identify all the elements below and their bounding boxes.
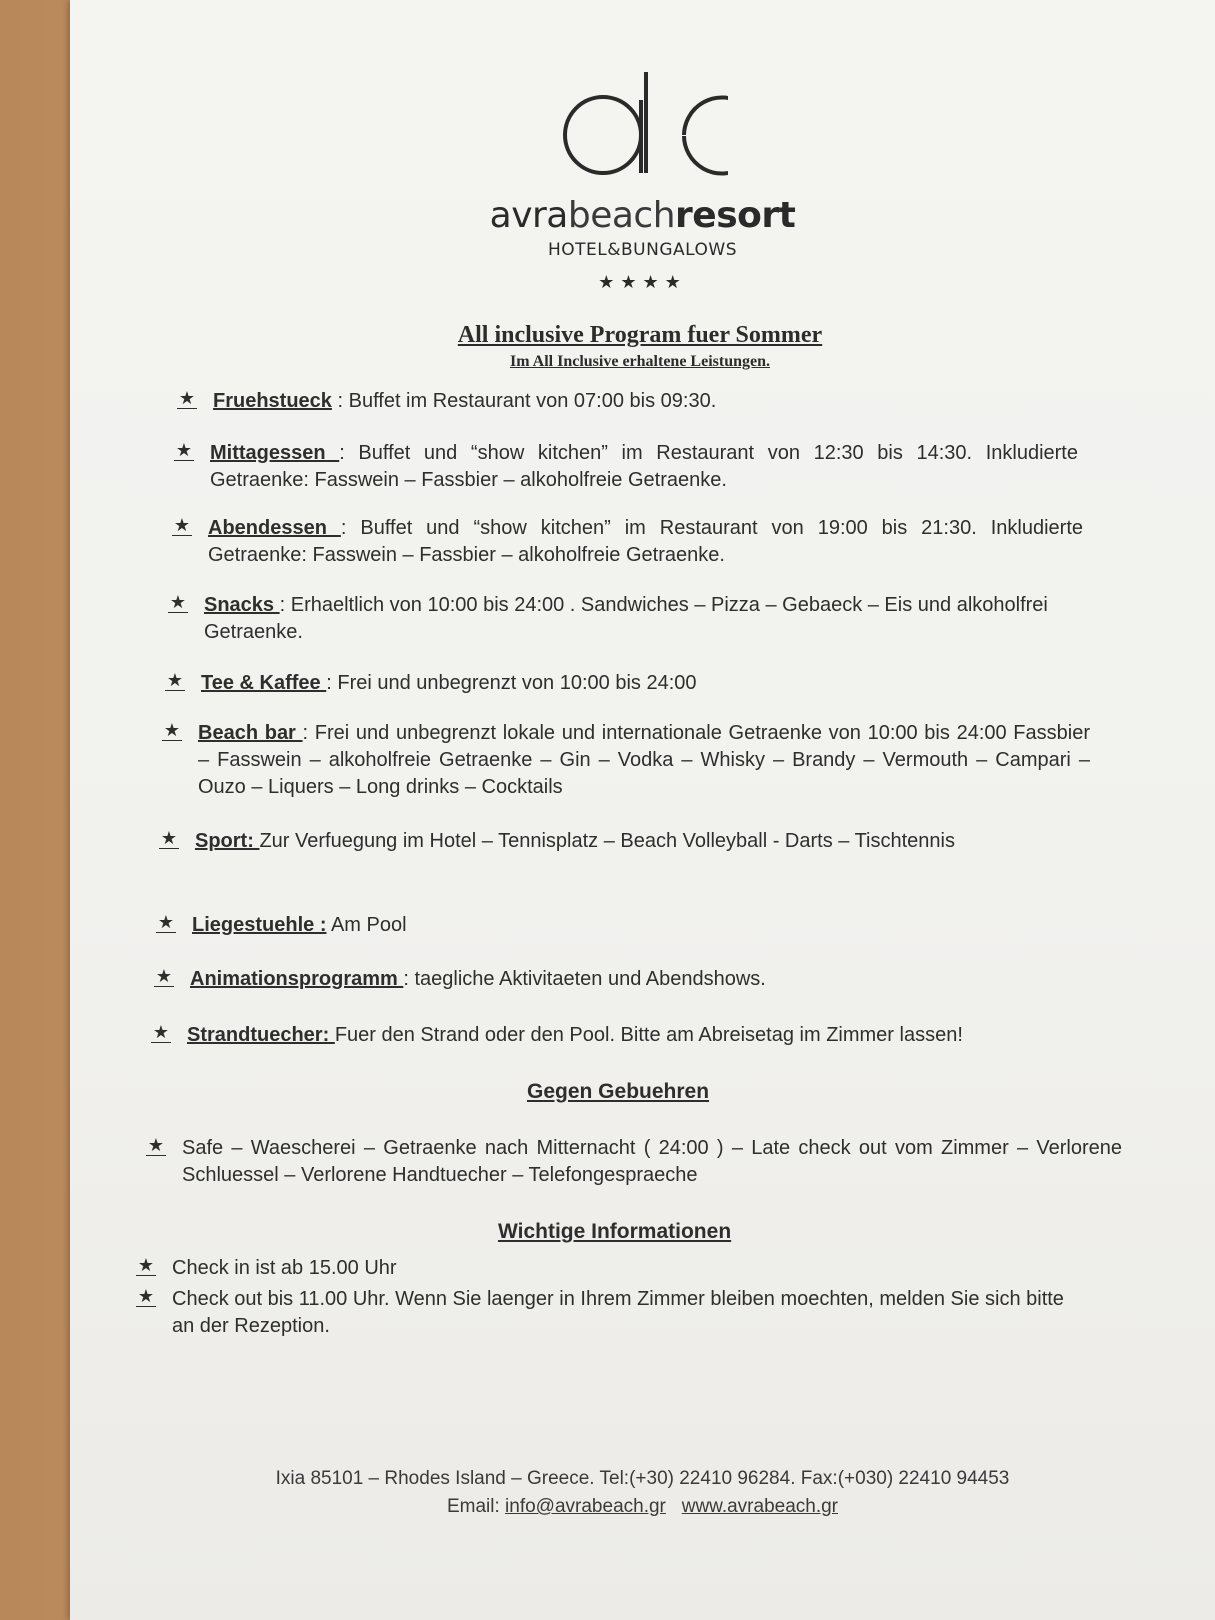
info-text: Check out bis 11.00 Uhr. Wenn Sie laenger in Ihrem Zimmer bleiben moechten, melden Sie sich bitte an der Rezeption. — [172, 1288, 1064, 1337]
info-heading: Wichtige Informationen — [498, 1220, 732, 1243]
star-icon: ★ — [160, 828, 178, 848]
list-item: ★ Fruehstueck : Buffet im Restaurant von 07:00 bis 09:30. — [178, 388, 717, 412]
star-icon: ★ — [178, 388, 196, 408]
brand-part-avra: avra — [489, 195, 568, 236]
program-title: All inclusive Program fuer Sommer — [457, 322, 823, 348]
star-icon: ★ — [137, 1286, 155, 1306]
star-icon: ★ — [173, 515, 191, 535]
star-icon: ★ — [169, 592, 187, 612]
list-item — [152, 1022, 1117, 1049]
item-text: Erhaeltlich von 10:00 bis 24:00 . Sandwiches – Pizza – Gebaeck – Eis und alkoholfrei Getraenke. — [204, 594, 1048, 643]
brand-part-resort: resort — [675, 195, 796, 236]
list-item — [160, 828, 1095, 855]
info-item — [137, 1286, 1072, 1340]
item-label: Sport: — [195, 830, 260, 852]
website-link[interactable]: www.avrabeach.gr — [681, 1496, 839, 1517]
list-item: ★ Abendessen : Buffet und “show kitchen” im Restaurant von 19:00 bis 21:30. Inkludierte Getraenke: Fasswein – Fassbier – alkoholfreie Getraenke. — [173, 515, 1083, 566]
list-item: ★ Mittagessen : Buffet und “show kitchen” im Restaurant von 12:30 bis 14:30. Inkludierte Getraenke: Fasswein – Fassbier – alkoholfreie Getraenke. — [175, 440, 1078, 491]
item-text: Fuer den Strand oder den Pool. Bitte am Abreisetag im Zimmer lassen! — [334, 1024, 963, 1046]
fees-text: Safe – Waescherei – Getraenke nach Mitternacht ( 24:00 ) – Late check out vom Zimmer – Verlorene Schluessel – Verlorene Handtuecher – Telefongespraeche — [182, 1137, 1122, 1186]
item-label: Animationsprogramm — [190, 968, 404, 990]
star-icon: ★ — [175, 440, 193, 460]
brand-name — [70, 195, 1215, 236]
item-label: Strandtuecher: — [187, 1024, 335, 1046]
item-label: Abendessen — [208, 517, 341, 539]
footer-contact — [70, 1496, 1215, 1518]
item-label: Beach bar — [198, 722, 303, 744]
item-label: Fruehstueck — [213, 390, 332, 412]
item-text: Am Pool — [330, 914, 407, 936]
star-icon: ★ — [163, 720, 181, 740]
item-label: Liegestuehle : — [192, 914, 327, 936]
item-text: Buffet und “show kitchen” im Restaurant von 19:00 bis 21:30. Inkludierte Getraenke: Fasswein – Fassbier – alkoholfreie Getraenke. — [208, 517, 1083, 566]
info-text: Check in ist ab 15.00 Uhr — [172, 1257, 397, 1279]
info-item — [137, 1255, 1072, 1282]
item-text: Frei und unbegrenzt von 10:00 bis 24:00 — [337, 672, 697, 694]
email-link[interactable]: info@avrabeach.gr — [505, 1496, 666, 1517]
star-icon: ★ — [137, 1255, 155, 1275]
logo — [70, 70, 1215, 180]
ab-logo-icon — [558, 70, 728, 180]
list-item: ★ Animationsprogramm : taegliche Aktivitaeten und Abendshows. — [155, 966, 766, 990]
item-text: taegliche Aktivitaeten und Abendshows. — [414, 968, 766, 990]
star-icon: ★ — [155, 966, 173, 986]
brand-subtitle: HOTEL&BUNGALOWS — [548, 240, 737, 260]
item-text: Buffet im Restaurant von 07:00 bis 09:30. — [348, 390, 717, 412]
item-label: Mittagessen — [210, 442, 340, 464]
star-icon: ★ — [166, 670, 184, 690]
star-icon: ★ — [157, 912, 175, 932]
star-icon: ★ — [147, 1135, 165, 1155]
list-item: ★ Snacks : Erhaeltlich von 10:00 bis 24:00 . Sandwiches – Pizza – Gebaeck – Eis und alkoholfrei Getraenke. — [169, 592, 1048, 643]
list-item: ★ Beach bar : Frei und unbegrenzt lokale und internationale Getraenke von 10:00 bis 24:00 Fassbier – Fasswein – alkoholfreie Getraenke – Gin – Vodka – Whisky – Brandy – Vermouth – Campari – Ouzo – Liquers – Long drinks – Cocktails — [163, 720, 1090, 798]
item-text: Zur Verfuegung im Hotel – Tennisplatz – Beach Volleyball - Darts – Tischtennis — [259, 830, 955, 852]
item-text: Frei und unbegrenzt lokale und internationale Getraenke von 10:00 bis 24:00 Fassbier – Fasswein – alkoholfreie Getraenke – Gin – Vodka – Whisky – Brandy – Vermouth – Campari – Ouzo – Liquers – Long drinks – Cocktails — [198, 722, 1090, 798]
footer-address: Ixia 85101 – Rhodes Island – Greece. Tel:(+30) 22410 96284. Fax:(+030) 22410 94453 — [275, 1468, 1010, 1489]
brand-part-beach: beach — [567, 195, 676, 236]
fees-item — [147, 1135, 1122, 1189]
program-subtitle: Im All Inclusive erhaltene Leistungen. — [509, 353, 770, 370]
fees-heading: Gegen Gebuehren — [527, 1080, 710, 1103]
list-item — [157, 912, 1072, 939]
document-sheet — [70, 0, 1215, 1620]
rating-stars: ★★★★ — [598, 272, 687, 292]
list-item: ★ Tee & Kaffee : Frei und unbegrenzt von 10:00 bis 24:00 — [166, 670, 697, 694]
email-label: Email: — [446, 1496, 506, 1517]
item-label: Snacks — [204, 594, 280, 616]
item-label: Tee & Kaffee — [201, 672, 327, 694]
star-icon: ★ — [152, 1022, 170, 1042]
item-text: Buffet und “show kitchen” im Restaurant von 12:30 bis 14:30. Inkludierte Getraenke: Fasswein – Fassbier – alkoholfreie Getraenke. — [210, 442, 1078, 491]
